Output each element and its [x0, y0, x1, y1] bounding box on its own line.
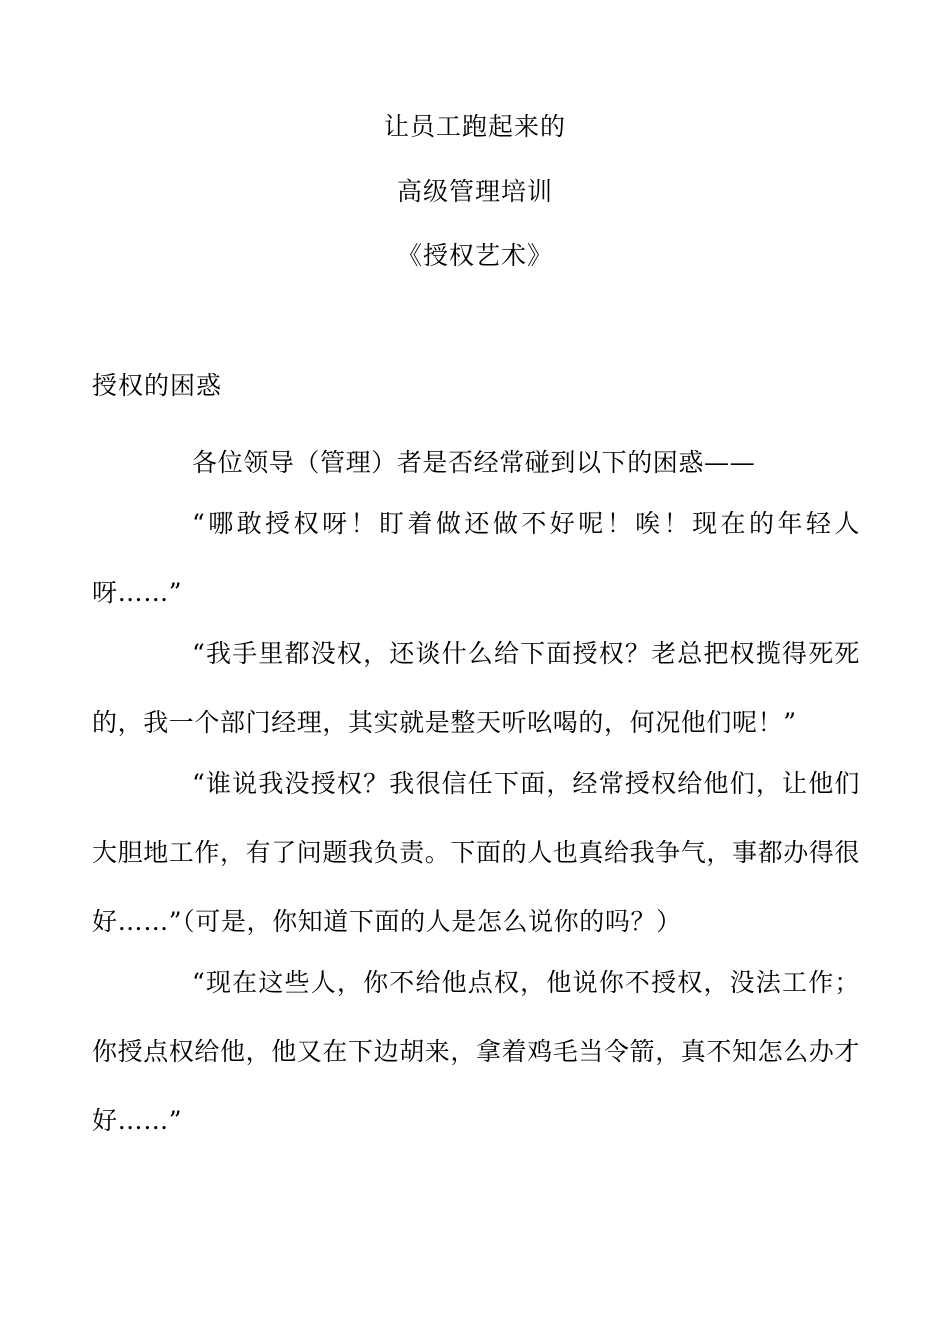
title-line-1: 让员工跑起来的	[383, 112, 566, 141]
paragraph-quote-1: “哪敢授权呀！盯着做还做不好呢！唉！现在的年轻人呀……”	[92, 509, 860, 607]
paragraph-intro: 各位领导（管理）者是否经常碰到以下的困惑——	[192, 448, 756, 477]
paragraph-quote-3: “谁说我没授权？我很信任下面，经常授权给他们，让他们大胆地工作，有了问题我负责。下面的人也真给我争气，事都办得很好……”（可是，你知道下面的人是怎么说你的吗？）	[92, 769, 861, 936]
body-text	[92, 428, 860, 1155]
section-heading: 授权的困惑	[92, 371, 223, 400]
title-line-3: 《授权艺术》	[396, 241, 553, 270]
paragraph-quote-2: “我手里都没权，还谈什么给下面授权？老总把权揽得死死的，我一个部门经理，其实就是整天听吆喝的，何况他们呢！”	[92, 639, 860, 737]
title-line-2: 高级管理培训	[396, 177, 553, 206]
paragraph-quote-4: “现在这些人，你不给他点权，他说你不授权，没法工作；你授点权给他，他又在下边胡来，拿着鸡毛当令箭，真不知怎么办才好……”	[92, 968, 861, 1135]
